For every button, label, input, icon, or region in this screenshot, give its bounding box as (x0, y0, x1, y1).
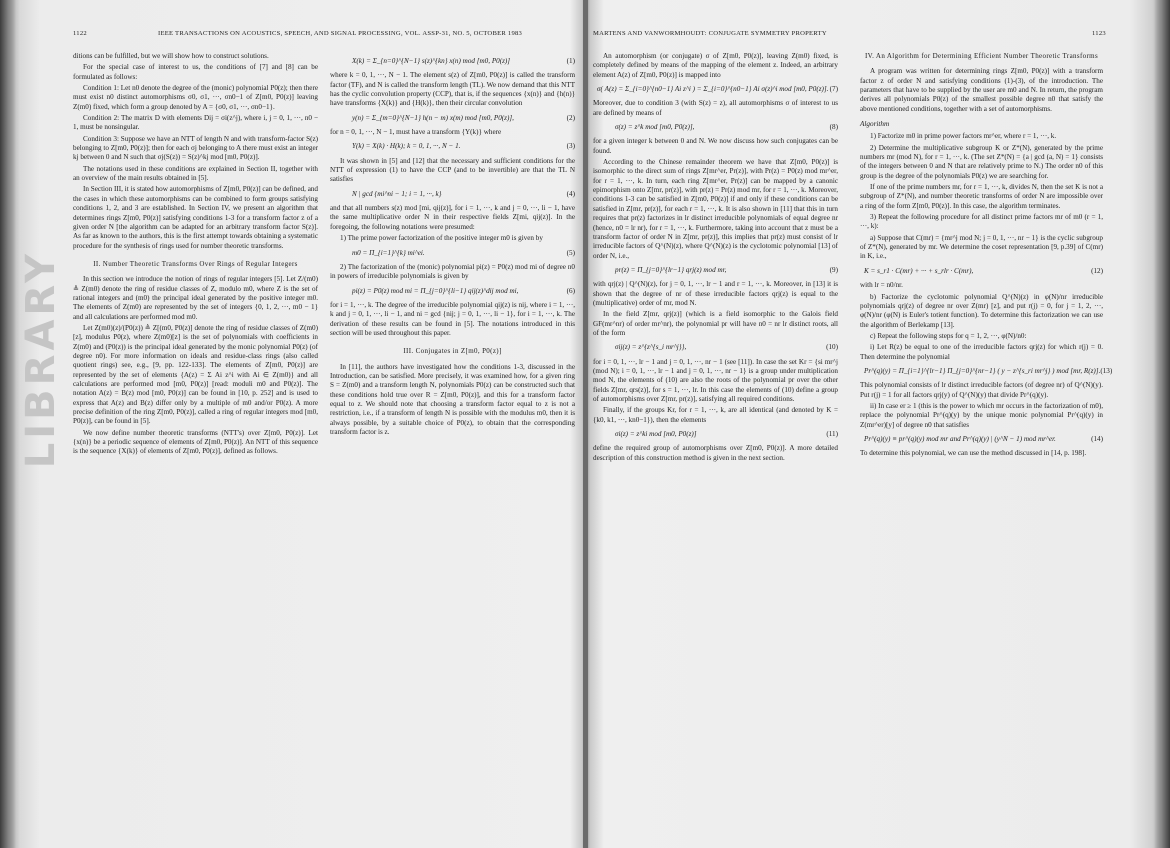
equation-7: σ( A(z) = Σ_{i=0}^{n0−1} Ai z^i ) = Σ_{i=0}^{n0−1} Ai σ(z)^i mod [m0, P0(z)]. (7) (597, 85, 838, 94)
paragraph: An automorphism (or conjugate) σ of Z[m0, P0(z)], leaving Z(m0) fixed, is completely defined by means of the mapping of the element z. Indeed, an arbitrary element A(z) of Z[m0, P0(z)] is mapped into (593, 52, 838, 79)
equation-2: y(n) = Σ_{m=0}^{N−1} h(n − m) x(m) mod [m0, P0(z)], (2) (352, 113, 575, 122)
condition-2: Condition 2: The matrix D with elements Dij = σi(z^j), where i, j = 0, 1, ···, n0 − 1, must be nonsingular. (73, 114, 318, 132)
equation-4: N | gcd {mi^ni − 1; i = 1, ···, k} (4) (352, 189, 575, 198)
algorithm-heading: Algorithm (860, 120, 890, 129)
paragraph: According to the Chinese remainder theorem we have that Z[m0, P0(z)] is isomorphic to the direct sum of rings Z[mr^er, Pr(z)], with Pr(z) = P0(z) mod mr^er, for r = 1, ···, k. In turn, each ring Z[mr^er, Pr(z)] can be mapped by a canonic epimorphism onto Z[mr, pr(z)], with pr(z) = Pr(z) mod mr, for r = 1, ···, k. Moreover, conditions 1-3 can be satisfied in Z[m0, P0(z)] if and only if these conditions can be satisfied in Z[mr, pr(z)], for each r = 1, ···, k. It is also shown in [11] that this in turn requires that pr(z) factorizes in lr distinct irreducible polynomials of equal degree nr (hence, n0 = lr nr), for r = 1, ···, k. Furthermore, taking into account that z must be a transform factor of order N in Z[mr, pr(z)], this implies that pr(z) must consist of lr irreducible factors of Q^(N)(z), where Q^(N)(z) is the cyclotomic polynomial [13] of order N, i.e., (593, 158, 838, 260)
equation-14: Pr^(q)(y) ≡ pr^(q)(y) mod mr and Pr^(q)(y) | (y^N − 1) mod mr^er. (14) (864, 434, 1103, 443)
equation-10: σij(z) = z^{z^{s_i mr^j}}, (10) (615, 343, 838, 352)
paragraph: Moreover, due to condition 3 (with S(z) = z), all automorphisms σ of interest to us are defined by means of (593, 99, 838, 117)
equation-1: X(k) = Σ_{n=0}^{N−1} s(z)^{kn} x(n) mod [m0, P0(z)] (1) (352, 57, 575, 65)
paragraph: for a given integer k between 0 and N. We now discuss how such conjugates can be found. (593, 137, 838, 155)
equation-12: K = s_r1 · C(mr) + ··· + s_rlr · C(mr), (12) (864, 266, 1103, 275)
equation-6: pi(z) = P0(z) mod mi = Π_{j=0}^{li−1} qij(z)^dij mod mi, (6) (352, 286, 575, 295)
right-page-column-1 (593, 52, 838, 822)
left-page-column-2 (330, 52, 575, 822)
condition-1: Condition 1: Let n0 denote the degree of the (monic) polynomial P0(z); then there must exist n0 distinct automorphisms σ0, σ1, ···, σn0−1 of Z[m0, P0(z)] leaving Z(m0) fixed, which form a group denoted by A = {σ0, σ1, ···, σn0−1}. (73, 84, 318, 111)
paragraph: and that all numbers s(z) mod [mi, qij(z)], for i = 1, ···, k and j = 0, ···, li − 1, have the same multiplicative order N in their respective fields Z[mi, qij(z)]. In the foregoing, the following notations were presumed: (330, 204, 575, 231)
running-head: MARTENS AND VANWORMHOUDT: CONJUGATE SYMMETRY PROPERTY (593, 30, 827, 37)
paragraph: with lr = n0/nr. (860, 281, 903, 290)
equation-9: pr(z) = Π_{j=0}^{lr−1} qrj(z) mod mr, (9) (615, 265, 838, 274)
condition-3: Condition 3: Suppose we have an NTT of length N and with transform-factor S(z) belonging to Z[m0, P0(z)]; then for each σj belonging to A there must exist an integer kj between 0 and N such that σj(S(z)) = S(z)^kj mod [m0, P0(z)]. (73, 134, 318, 162)
paragraph: A program was written for determining rings Z[m0, P0(z)] with a transform factor z of order N and satisfying conditions (1)-(3), of the introduction. The parameters that have to be supplied by the user are m0 and N. In return, the program derives all polynomials P0(z) of the smallest possible degree n0 that satisfy the above mentioned conditions, together with a set of automorphisms. (860, 67, 1103, 113)
paragraph: In Section III, it is stated how automorphisms of Z[m0, P0(z)] can be defined, and the cases in which these automorphisms can be combined to form groups satisfying conditions 1, 2, and 3 are established. In Section IV, we present an algorithm that determines rings Z[m0, P0(z)] satisfying conditions 1-3 for a transform factor z of a given order N [the algorithm can be adapted for an arbitrary transform factor S(z)]. As far as known to the authors, this is the first attempt towards obtaining a systematic procedure for the synthesis of rings used for number theoretic transforms. (73, 185, 318, 250)
paragraph: To determine this polynomial, we can use the method discussed in [14, p. 198]. (860, 449, 1087, 458)
paragraph: c) Repeat the following steps for q = 1, 2, ···, φ(N)/n0: (870, 331, 1027, 340)
paragraph: for i = 0, 1, ···, lr − 1 and j = 0, 1, ···, nr − 1 (see [11]). In case the set Kr = {si mr^j (mod N); i = 0, 1, ···, lr − 1 and j = 0, 1, ···, nr − 1} is a group under multiplication mod N, the elements of (10) are also the roots of the polynomial pr over the other fields Z[mr, qrs(z)], for s = 1, ···, lr. In this case the elements of (10) define a group of automorphisms over Z[mr, pr(z)], satisfying all required conditions. (593, 357, 838, 403)
paragraph: define the required group of automorphisms over Z[m0, P0(z)]. A more detailed description of this construction method is given in the next section. (593, 444, 838, 462)
equation-13: Pr^(q)(y) = Π_{i=1}^{lr−1} Π_{j=0}^{nr−1} ( y − z^{s_ri mr^j} ) mod [mr, R(z)]. (13) (864, 366, 1113, 375)
paragraph: It was shown in [5] and [12] that the necessary and sufficient conditions for the NTT of expression (1) to have the CCP (and to be invertible) are that the TL N satisfies (330, 156, 575, 184)
paragraph: Finally, if the groups Kr, for r = 1, ···, k, are all identical (and denoted by K = {k0, k1, ···, kn0−1}), then the elements (593, 406, 838, 424)
paragraph: 2) Determine the multiplicative subgroup K or Z*(N), generated by the prime numbers mr (mod N), for r = 1, ···, k. (The set Z*(N) = {a | gcd (a, N) = 1} consists of the integers between 0 and N that are relatively prime to N.) The order n0 of this group is the degree of the polynomials P0(z) we are searching for. (860, 143, 1103, 180)
left-page-column-1 (73, 52, 318, 822)
paragraph: In the field Z[mr, qrj(z)] (which is a field isomorphic to the Galois field GF(mr^nr) of order mr^nr), the polynomial pr will have n0 = nr lr distinct roots, all of the form (593, 310, 838, 337)
paragraph: 3) Repeat the following procedure for all distinct prime factors mr of m0 (r = 1, ···, k): (860, 213, 1103, 231)
paragraph: b) Factorize the cyclotomic polynomial Q^(N)(z) in φ(N)/nr irreducible polynomials qrj(z) of degree nr over Z(mr) [z], and put r(j) = 0, for j = 1, 2, ···, φ(N)/nr (φ(N) is Euler's totient function). To determine this factorization we can use the algorithm of Berlekamp [13]. (860, 292, 1103, 329)
section-heading: III. Conjugates in Z[m0, P0(z)] (403, 347, 502, 356)
right-page (585, 0, 1170, 848)
paragraph: for n = 0, 1, ···, N − 1, must have a transform {Y(k)} where (330, 128, 502, 137)
running-head: IEEE TRANSACTIONS ON ACOUSTICS, SPEECH, AND SIGNAL PROCESSING, VOL. ASSP-31, NO. 5, OCTOBER 1983 (158, 30, 523, 37)
right-page-header (585, 30, 1170, 42)
paragraph: 2) The factorization of the (monic) polynomial pi(z) = P0(z) mod mi of degree n0 in powers of irreducible polynomials is given by (330, 262, 575, 281)
equation-11: σi(z) = z^ki mod [m0, P0(z)] (11) (615, 430, 838, 439)
paragraph: for i = 1, ···, k. The degree of the irreducible polynomial qij(z) is nij, where i = 1, ···, k and j = 0, 1, ···, li − 1, and ni = gcd {nij; j = 0, 1, ···, li − 1}, for i = 1, ···, k. The derivation of these results can be found in [5]. The notations introduced in this section will be used throughout this paper. (330, 300, 575, 337)
equation-5: m0 = Π_{i=1}^{k} mi^ei. (5) (352, 248, 575, 257)
paragraph: The notations used in these conditions are explained in Section II, together with an overview of the main results obtained in [5]. (73, 164, 318, 183)
equation-8: σ(z) = z^k mod [m0, P0(z)], (8) (615, 123, 838, 132)
page-number: 1122 (73, 30, 87, 37)
paragraph: For the special case of interest to us, the conditions of [7] and [8] can be formulated as follows: (73, 63, 318, 81)
paragraph: where k = 0, 1, ···, N − 1. The element s(z) of Z[m0, P0(z)] is called the transform factor (TF), and N is called the transform length (TL). We now demand that this NTT has the cyclic convolution property (CCP), that is, if the sequences {x(n)} and {h(n)} have transforms {X(k)} and {H(k)}, then their circular convolution (330, 71, 575, 108)
equation-3: Y(k) = X(k) · H(k); k = 0, 1, ···, N − 1. (3) (352, 142, 575, 151)
paragraph: In this section we introduce the notion of rings of regular integers [5]. Let Z/(m0) ≜ Z(m0) denote the ring of residue classes of Z, modulo m0, where Z is the set of rational integers and (m0) the principal ideal generated by the positive integer m0. The elements of Z(m0) are represented by the set of integers {0, 1, 2, ···, m0 − 1} and all calculations are performed mod m0. (73, 275, 318, 321)
paragraph: i) Let R(z) be equal to one of the irreducible factors qrj(z) for which r(j) = 0. Then determine the polynomial (860, 343, 1103, 361)
paragraph: 1) Factorize m0 in prime power factors mr^er, where r = 1, ···, k. (870, 132, 1057, 141)
paragraph: 1) The prime power factorization of the positive integer m0 is given by (340, 234, 543, 243)
section-heading: IV. An Algorithm for Determining Efficient Number Theoretic Transforms (864, 52, 1099, 60)
paragraph: This polynomial consists of lr distinct irreducible factors (of degree nr) of Q^(N)(y). Put r(j) = 1 for all factors qrj(y) of Q^(N)(y) that divide Pr^(q)(y). (860, 381, 1103, 399)
paragraph: ditions can be fulfilled, but we will show how to construct solutions. (73, 52, 269, 60)
paragraph: In [11], the authors have investigated how the conditions 1-3, discussed in the Introduction, can be satisfied. More precisely, it was examined how, for a given ring S = Z(m0) and a transform length N, polynomials P0(z) can be constructed such that these conditions hold true over R = Z[m0, P0(z)], and this for a transform factor equal to z. We should note that choosing a transform factor equal to z is not a restriction, i.e., if a transform of length N is possible with the modulus m0, then it is always possible, by a suitable choice of P0(z), to obtain that the corresponding transform factor is z. (330, 362, 575, 436)
right-page-column-2 (860, 52, 1113, 822)
paragraph: ii) In case er ≥ 1 (this is the power to which mr occurs in the factorization of m0), replace the polynomial Pr^(q)(y) by the unique monic polynomial Pr^(q)(y) in Z(mr^er)[y] of degree n0 that satisfies (860, 401, 1103, 429)
left-page-header (0, 30, 585, 42)
page-number: 1123 (1092, 30, 1106, 37)
margin-watermark: LIBRARY (18, 250, 64, 469)
paragraph: a) Suppose that C(mr) = {mr^j mod N; j = 0, 1, ···, nr − 1} is the cyclic subgroup of Z*(N), generated by mr. We determine the coset representation [9, p.39] of C(mr) in K, i.e., (860, 233, 1103, 261)
paragraph: with qrj(z) | Q^(N)(z), for j = 0, 1, ···, lr − 1 and r = 1, ···, k. Moreover, in [13] it is shown that the degree of nr of these irreducible factors qrj(z) is equal to the (multiplicative) order of mr, mod N. (593, 280, 838, 307)
paragraph: If one of the prime numbers mr, for r = 1, ···, k, divides N, then the set K is not a subgroup of Z*(N), and number theoretic transforms of order N are impossible over a ring of the form Z[m0, P0(z)]. In this case, the algorithm terminates. (860, 183, 1103, 210)
section-heading: II. Number Theoretic Transforms Over Rings of Regular Integers (93, 259, 298, 268)
paragraph: We now define number theoretic transforms (NTT's) over Z[m0, P0(z)]. Let {x(n)} be a periodic sequence of elements of Z[m0, P0(z)]. An NTT of this sequence is the sequence {X(k)} of elements of Z[m0, P0(z)], defined as follows. (73, 428, 318, 456)
paragraph: Let Z(m0)(z)/(P0(z)) ≜ Z[(m0, P0(z)] denote the ring of residue classes of Z(m0)[z], modulus P0(z), where Z(m0)[z] is the set of polynomials with coefficients in Z(m0) and (P0(z)) is the principal ideal generated by the monic polynomial P0(z) (of degree n0). For more information on ideals and residue-class rings (also called quotient rings) see, e.g., [9, pp. 122-133]. The elements of Z[m0, P0(z)] are represented by the set of elements {A(z) = Σ Ai z^i with Ai ∈ Z(m0)} and all calculations are performed mod [m0, P0(z)] [read: moduli m0 and P0(z)]. The notation A(z) = B(z) mod [m0, P0(z)] can be found in [10, p. 252] and is used to express that A(z) and B(z) differ only by a multiple of m0 and/or P0(z). A more precise definition of the ring Z[m0, P0(z)], called a ring of regular integers mod [m0, P0(z)], can be found in [5]. (73, 323, 318, 426)
